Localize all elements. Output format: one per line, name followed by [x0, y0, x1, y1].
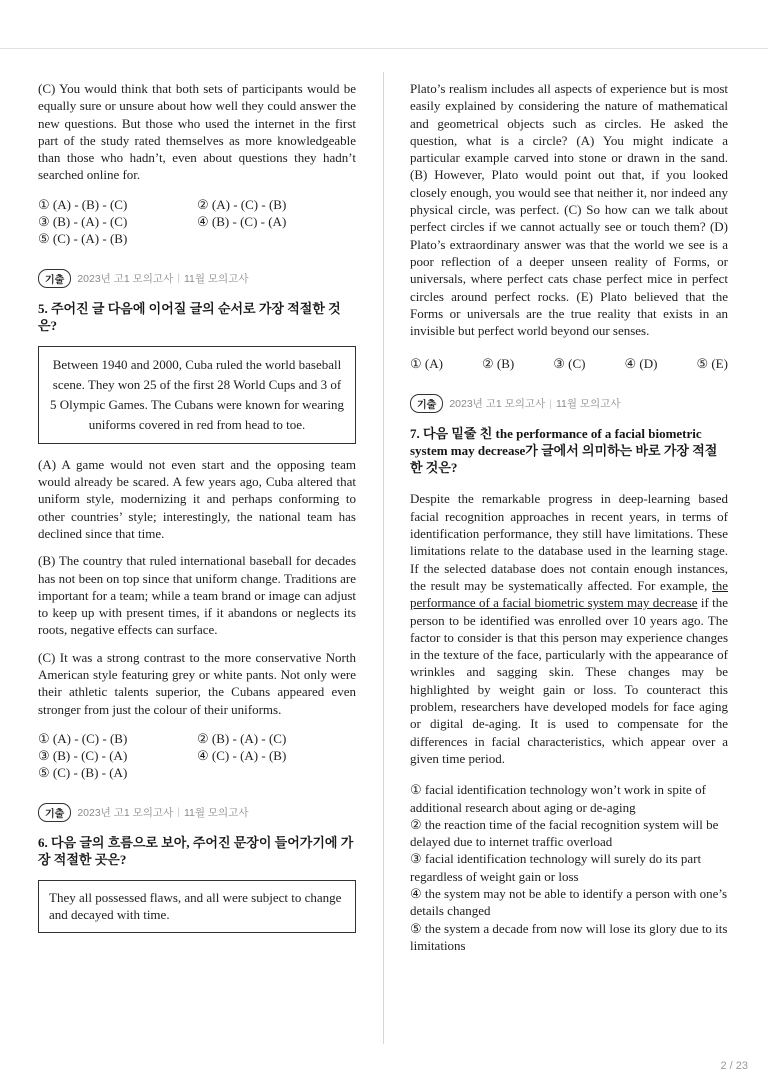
- q5-passage-a: (A) A game would not even start and the opposing team would already be scared. A few years ago, Cuba altered that uniform style, modernizing it and perhaps conforming to other countries’ style; interestingly, the national team has declined since that time.: [38, 456, 356, 541]
- option-5[interactable]: ⑤ the system a decade from now will lose its glory due to its limitations: [410, 920, 728, 953]
- exam-year: 2023년 고1 모의고사: [77, 272, 174, 285]
- q5-title: 5. 주어진 글 다음에 이어질 글의 순서로 가장 적절한 것은?: [38, 300, 341, 333]
- exam-month: 11월 모의고사: [555, 398, 621, 411]
- page-number: 2 / 23: [720, 1060, 748, 1072]
- q5-given-passage: Between 1940 and 2000, Cuba ruled the world baseball scene. They won 25 of the first 28 World Cups and 3 of 5 Olympic Games. The Cubans were known for wearing uniforms covered in red from head to toe.: [38, 346, 356, 444]
- past-exam-badge: 기출: [38, 803, 71, 822]
- q6-passage: Plato’s realism includes all aspects of experience but is most easily explained by considering the nature of mathematical and geometrical objects such as circles. He asked the question, what is a circle? (A) You might indicate a particular example carved into stone or drawn in the sand. (B) However, Plato would point out that, if you looked closely enough, you would see that neither it, nor indeed any physical circle, was perfect. (C) So how can we talk about perfect circles if we cannot actually see or touch them? (D) Plato’s extraordinary answer was that the world we see is a poor reflection of a deeper unseen reality of Forms, or universals, where perfect cats chase perfect mice in perfect circles around perfect rocks. (E) Plato believed that the Forms or universals are the true reality that exists in an invisible but perfect world beyond our senses.: [410, 81, 728, 339]
- left-column: [38, 80, 356, 933]
- option-2[interactable]: ② the reaction time of the facial recognition system will be delayed due to internet traffic overload: [410, 816, 719, 850]
- choice-5[interactable]: ⑤ (C) - (A) - (B): [38, 230, 128, 246]
- option-1[interactable]: ① facial identification technology won’t work in spite of additional research about aging or de-aging: [410, 782, 706, 815]
- separator: |: [549, 397, 552, 410]
- choice-3[interactable]: ③ (B) - (C) - (A): [38, 747, 128, 763]
- column-divider: [383, 72, 384, 1044]
- q7-title: 7. 다음 밑줄 친 the performance of a facial biometric system may decrease가 글에서 의미하는 바로 가장 적절한 것은?: [410, 426, 718, 476]
- separator: |: [177, 272, 180, 285]
- choice-5[interactable]: ⑤ (E): [696, 356, 728, 372]
- q5-source-line: [38, 269, 356, 288]
- option-4[interactable]: ④ the system may not be able to identify a person with one’s details changed: [410, 885, 728, 919]
- choice-4[interactable]: ④ (B) - (C) - (A): [197, 213, 287, 229]
- q5-passage-b: (B) The country that ruled international baseball for decades has not been on top since that uniform change. Traditions are important for a team; while a team brand or image can adjust to keep up with present times, if it abandons or neglects its roots, negative effects can surface.: [38, 553, 356, 638]
- q6-source-line: [38, 803, 356, 822]
- choice-1[interactable]: ① (A) - (B) - (C): [38, 196, 128, 212]
- exam-month: 11월 모의고사: [183, 806, 249, 819]
- separator: |: [177, 806, 180, 819]
- q4-passage-c: (C) You would think that both sets of participants would be equally sure or unsure about how well they could answer the new questions. But those who used the internet in the first part of the study rated themselves as more knowledgeable than those who hadn’t, even about questions they hadn’t searched online for.: [38, 81, 356, 183]
- header-rule: [0, 48, 768, 49]
- passage-text-after: if the person to be identified was enrolled over 10 years ago. The factor to consider is that this person may experience changes in the texture of the face, particularly with the appearance of wrinkles and sagging skin. These changes may be highlighted by weight gain or loss. To counteract this problem, researchers have developed models for face aging or digital de-aging. It is used to compensate for the differences in facial characteristics, which appear over a given time period.: [410, 595, 728, 766]
- exam-month: 11월 모의고사: [183, 272, 249, 285]
- past-exam-badge: 기출: [38, 269, 71, 288]
- q4-choices: [38, 196, 356, 247]
- q5-choices: [38, 730, 356, 781]
- right-column: [410, 80, 728, 954]
- q6-given-sentence: They all possessed flaws, and all were subject to change and decayed with time.: [38, 880, 356, 933]
- past-exam-badge: 기출: [410, 394, 443, 413]
- choice-1[interactable]: ① (A): [410, 356, 443, 372]
- choice-3[interactable]: ③ (C): [553, 356, 586, 372]
- q7-options: [410, 781, 728, 954]
- choice-2[interactable]: ② (A) - (C) - (B): [197, 196, 287, 212]
- choice-2[interactable]: ② (B): [481, 356, 515, 372]
- choice-4[interactable]: ④ (D): [624, 356, 658, 372]
- choice-4[interactable]: ④ (C) - (A) - (B): [197, 747, 287, 763]
- exam-year: 2023년 고1 모의고사: [77, 806, 174, 819]
- q5-passage-c: (C) It was a strong contrast to the more conservative North American style featuring grey or white pants. Not only were their athletic talents superior, the Cubans appeared even stronger from just the colour of their uniforms.: [38, 649, 356, 717]
- choice-5[interactable]: ⑤ (C) - (B) - (A): [38, 764, 128, 780]
- option-3[interactable]: ③ facial identification technology will surely do its part regardless of weight gain or loss: [410, 851, 702, 884]
- exam-year: 2023년 고1 모의고사: [449, 398, 546, 411]
- choice-2[interactable]: ② (B) - (A) - (C): [197, 730, 287, 746]
- q6-title: 6. 다음 글의 흐름으로 보아, 주어진 문장이 들어가기에 가장 적절한 곳은?: [38, 834, 354, 867]
- passage-text-before: Despite the remarkable progress in deep-learning based facial recognition approaches in recent years, in terms of identification performance, they still have limitations. These limitations relate to the database used in the learning stage. If the selected database does not contain enough instances, the result may be systematically affected. For example,: [410, 491, 728, 593]
- q6-choices: [410, 355, 728, 372]
- q7-source-line: [410, 394, 728, 413]
- underlined-phrase: the performance of a facial biometric system may decrease: [410, 577, 728, 611]
- choice-3[interactable]: ③ (B) - (A) - (C): [38, 213, 128, 229]
- choice-1[interactable]: ① (A) - (C) - (B): [38, 730, 128, 746]
- q7-passage: [410, 490, 728, 767]
